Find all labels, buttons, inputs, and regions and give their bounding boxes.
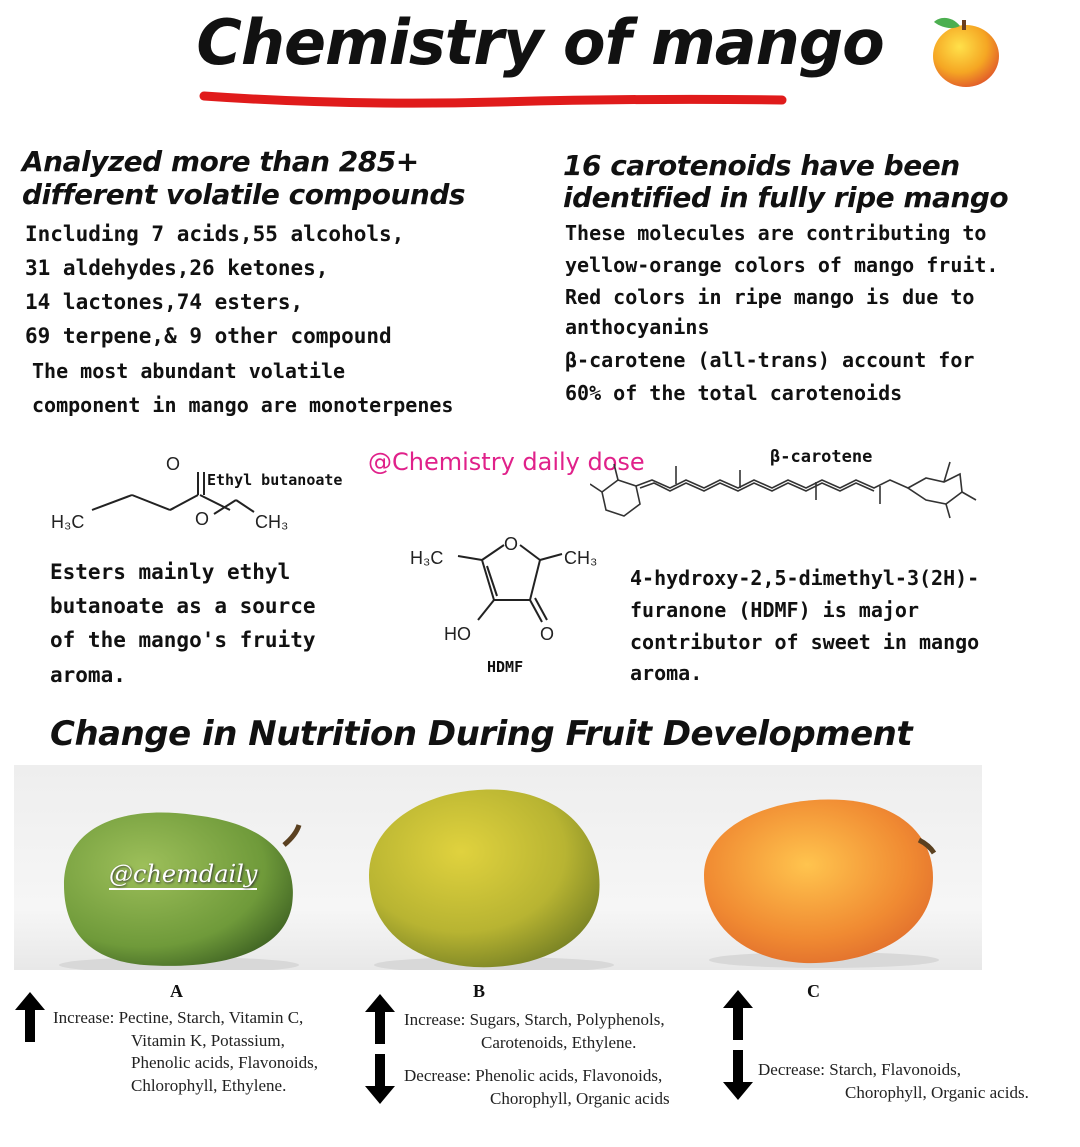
volatiles-line-3: 14 lactones,74 esters, [25, 290, 304, 314]
stage-c-increase-arrow-icon [723, 990, 753, 1040]
esters-line-2: butanoate as a source [50, 594, 316, 618]
stage-b-label: B [473, 981, 486, 1001]
esters-line-3: of the mango's fruity [50, 628, 316, 652]
ethyl-butanoate-o-top: O [166, 454, 181, 474]
ethyl-butanoate-ch3: CH₃ [255, 512, 289, 532]
volatiles-line-6: component in mango are monoterpenes [32, 393, 454, 417]
stage-a-increase-arrow-icon [15, 992, 45, 1042]
stage-a-increase-line-4: Chlorophyll, Ethylene. [131, 1076, 287, 1095]
page-title: Chemistry of mango [196, 6, 884, 79]
mango-development-photo [14, 765, 982, 970]
hdmf-ch3: CH₃ [564, 548, 598, 568]
volatiles-line-2: 31 aldehydes,26 ketones, [25, 256, 329, 280]
esters-line-4: aroma. [50, 663, 126, 687]
carotenoids-line-5: β-carotene (all-trans) account for [565, 348, 975, 372]
carotenoids-heading-line-1: 16 carotenoids have been [563, 149, 960, 182]
hdmf-line-3: contributor of sweet in mango [630, 630, 980, 654]
hdmf-o-keto: O [540, 624, 555, 644]
ethyl-butanoate-o-ring: O [195, 509, 210, 529]
carotenoids-line-6: 60% of the total carotenoids [565, 381, 903, 405]
stage-b-increase-arrow-icon [365, 994, 395, 1044]
volatiles-line-5: The most abundant volatile [32, 359, 346, 383]
carotenoids-line-4: anthocyanins [565, 315, 710, 339]
nutrition-section-title: Change in Nutrition During Fruit Development [50, 714, 913, 754]
stage-c-label: C [807, 981, 820, 1001]
stage-b-decrease-line-2: Chorophyll, Organic acids [490, 1089, 670, 1108]
hdmf-ho: HO [444, 624, 471, 644]
stage-a-increase-line-3: Phenolic acids, Flavonoids, [131, 1053, 318, 1072]
hdmf-line-4: aroma. [630, 661, 703, 685]
stage-c-decrease-line-1: Decrease: Starch, Flavonoids, [758, 1060, 961, 1079]
stage-a-increase-line-1: Increase: Pectine, Starch, Vitamin C, [53, 1008, 304, 1027]
volatiles-line-4: 69 terpene,& 9 other compound [25, 324, 392, 348]
hdmf-o-ring: O [504, 534, 519, 554]
stage-a-increase-line-2: Vitamin K, Potassium, [131, 1031, 285, 1050]
title-underline [198, 84, 788, 110]
chemdaily-watermark: @chemdaily [109, 860, 258, 888]
hdmf-structure [400, 530, 620, 660]
mango-emoji-icon [922, 8, 1006, 92]
carotenoids-heading-line-2: identified in fully ripe mango [563, 181, 1009, 214]
stage-c-decrease-line-2: Chorophyll, Organic acids. [845, 1083, 1029, 1102]
ethyl-butanoate-label: Ethyl butanoate [207, 471, 343, 489]
stage-b-increase-line-1: Increase: Sugars, Starch, Polyphenols, [404, 1010, 665, 1029]
stage-b-increase-line-2: Carotenoids, Ethylene. [481, 1033, 637, 1052]
beta-carotene-structure [590, 452, 980, 532]
volatiles-heading-line-2: different volatile compounds [22, 178, 466, 211]
hdmf-line-2: furanone (HDMF) is major [630, 598, 919, 622]
hdmf-label: HDMF [487, 658, 524, 676]
stage-c-decrease-arrow-icon [723, 1050, 753, 1100]
chemistry-daily-dose-handle: @Chemistry daily dose [368, 448, 645, 476]
stage-a-label: A [170, 981, 183, 1001]
volatiles-line-1: Including 7 acids,55 alcohols, [25, 222, 405, 246]
ethyl-butanoate-structure [40, 450, 370, 540]
carotenoids-line-3: Red colors in ripe mango is due to [565, 285, 975, 309]
beta-carotene-label: β-carotene [770, 447, 873, 467]
carotenoids-line-1: These molecules are contributing to [565, 221, 987, 245]
hdmf-h3c: H₃C [410, 548, 444, 568]
stage-b-decrease-arrow-icon [365, 1054, 395, 1104]
esters-line-1: Esters mainly ethyl [50, 560, 291, 584]
carotenoids-line-2: yellow-orange colors of mango fruit. [565, 253, 999, 277]
hdmf-line-1: 4-hydroxy-2,5-dimethyl-3(2H)- [630, 566, 980, 590]
stage-b-decrease-line-1: Decrease: Phenolic acids, Flavonoids, [404, 1066, 663, 1085]
ethyl-butanoate-h3c: H₃C [51, 512, 85, 532]
volatiles-heading-line-1: Analyzed more than 285+ [22, 145, 419, 178]
